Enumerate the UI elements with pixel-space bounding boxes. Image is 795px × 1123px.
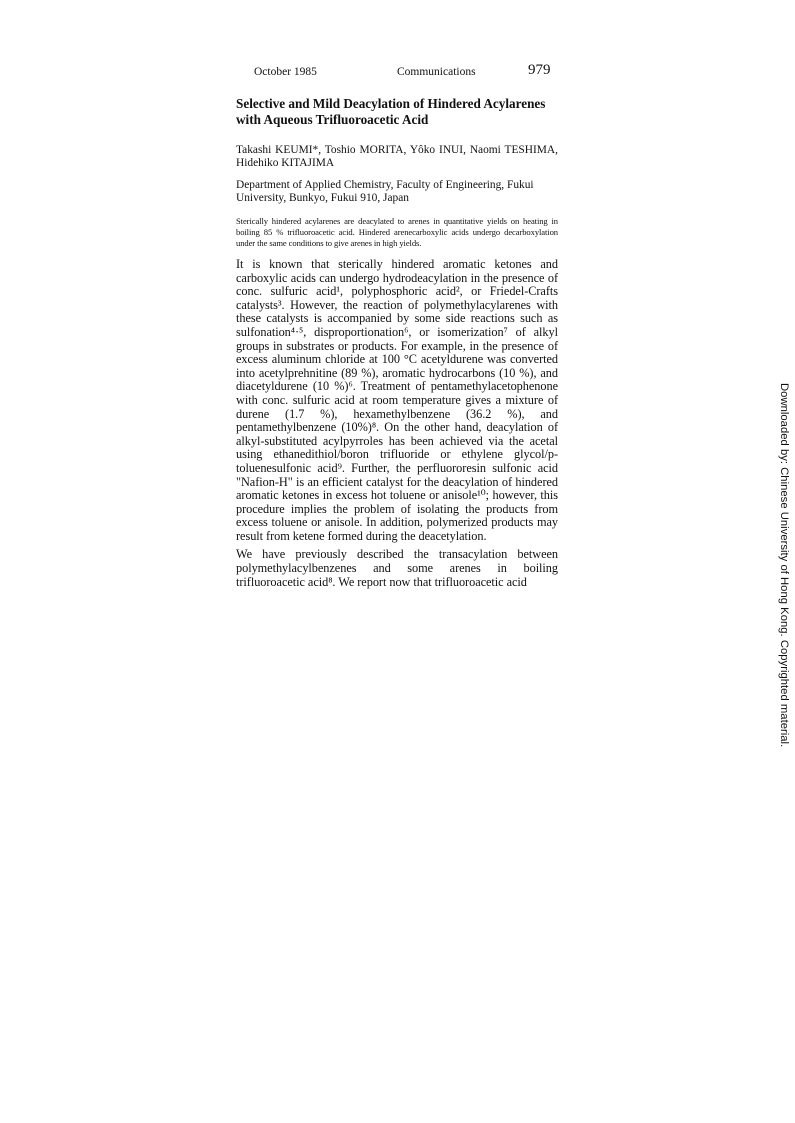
body-paragraph-2: We have previously described the transacylation between polymethylacylbenzenes and some arenes in boiling trifluoroacetic acid⁸. We report now that trifluoroacetic acid xyxy=(236,547,558,589)
author-list: Takashi KEUMI*, Toshio MORITA, Yôko INUI, Naomi TESHIMA, Hidehiko KITAJIMA xyxy=(236,144,558,169)
page-number: 979 xyxy=(528,62,551,78)
title-line-2: with Aqueous Trifluoroacetic Acid xyxy=(236,112,429,127)
affiliation: Department of Applied Chemistry, Faculty of Engineering, Fukui University, Bunkyo, Fukui 910, Japan xyxy=(236,179,534,204)
journal-page xyxy=(236,62,558,589)
section-name: Communications xyxy=(397,66,476,78)
download-watermark: Downloaded by: Chinese University of Hong Kong. Copyrighted material. xyxy=(778,383,790,748)
article-title xyxy=(236,96,558,128)
title-line-1: Selective and Mild Deacylation of Hindered Acylarenes xyxy=(236,96,546,111)
body-paragraph-1: It is known that sterically hindered aromatic ketones and carboxylic acids can undergo hydrodeacylation in the presence of conc. sulfuric acid¹, polyphosphoric acid², or Friedel-Crafts catalysts³. However, the reaction of polymethylacylarenes with these catalysts is accompanied by some side reactions such as sulfonation⁴·⁵, disproportionation⁶, or isomerization⁷ of alkyl groups in substrates or products. For example, in the presence of excess aluminum chloride at 100 °C acetyldurene was converted into acetylprehnitine (89 %), aromatic hydrocarbons (10 %), and diacetyldurene (10 %)⁶. Treatment of pentamethylacetophenone with conc. sulfuric acid at room temperature gives a mixture of durene (1.7 %), hexamethylbenzene (36.2 %), and pentamethylbenzene (10%)⁸. On the other hand, deacylation of alkyl-substituted acylpyrroles has been achieved via the acetal using ethanedithiol/boron trifluoride or ethylene glycol/p-toluenesulfonic acid⁹. Further, the perfluororesin sulfonic acid "Nafion-H" is an efficient catalyst for the deacylation of hindered aromatic ketones in excess hot toluene or anisole¹⁰; however, this procedure implies the problem of isolating the products from excess toluene or anisole. In addition, polymerized products may result from ketene formed during the deacetylation. xyxy=(236,257,558,543)
abstract: Sterically hindered acylarenes are deacylated to arenes in quantitative yields on heating in boiling 85 % trifluoroacetic acid. Hindered arenecarboxylic acids undergo decarboxylation under the same conditions to give arenes in high yields. xyxy=(236,216,558,248)
issue-date: October 1985 xyxy=(254,66,317,78)
running-header xyxy=(236,62,558,82)
article-body xyxy=(236,258,558,589)
